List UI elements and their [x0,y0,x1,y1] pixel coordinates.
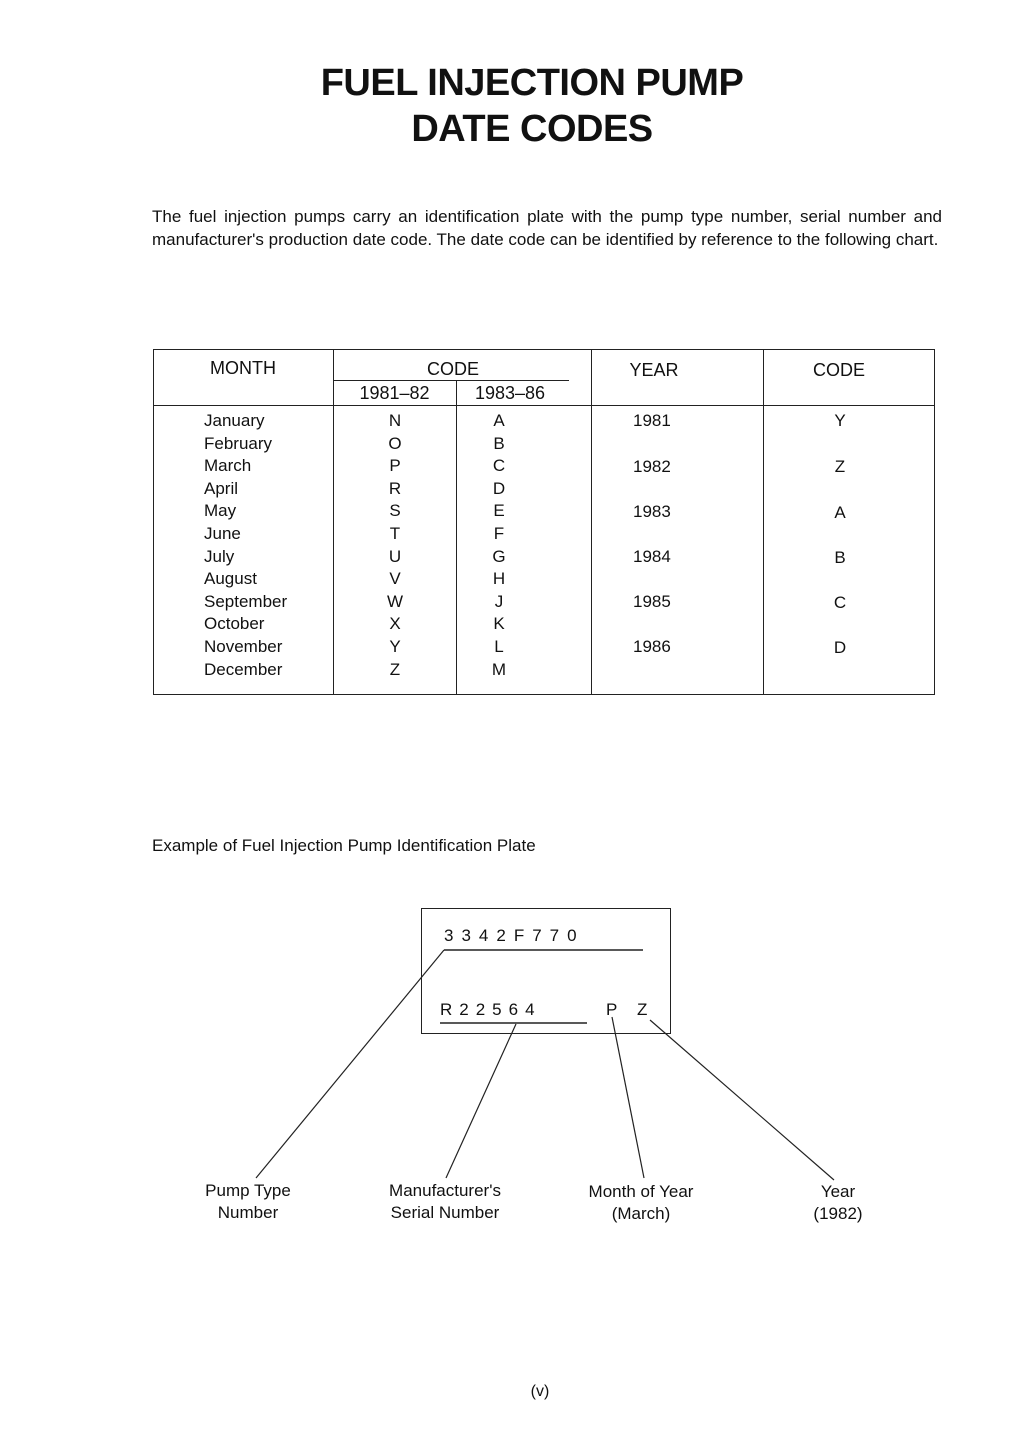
code-cell: O [388,433,402,453]
header-code-1981-82: 1981–82 [359,383,430,403]
year-cell: 1982 [633,457,671,476]
title-line-1: FUEL INJECTION PUMP [320,62,744,104]
header-code-1983-86: 1983–86 [474,383,546,403]
code-cell: Z [389,659,401,679]
callout-serial-line2: Serial Number [390,1203,500,1222]
callout-month-line1: Month of Year [588,1182,694,1201]
code-cell: C [492,456,506,476]
month-cell: April [204,478,239,498]
plate-serial-number: R22564 [440,1000,542,1019]
month-cell: March [204,456,252,476]
leader-month [612,1017,644,1178]
code-cell: U [388,546,402,566]
code-cell: W [386,591,404,611]
month-cell: October [204,614,265,634]
callout-pump-type [178,1180,318,1224]
code-cell: H [492,569,506,589]
plate-pump-type-number: 3342F770 [444,926,585,945]
header-year-code: CODE [812,360,865,380]
year-code-cell: Z [834,457,846,476]
code-cell: S [389,501,401,521]
code-cell: M [491,659,507,679]
callout-year-line1: Year [820,1182,856,1201]
year-code-cell: Y [834,411,846,430]
year-cell: 1985 [633,592,671,611]
header-code: CODE [426,359,479,379]
year-code-cell: C [833,593,847,612]
title-line-2: DATE CODES [411,108,653,150]
code-cell: A [493,411,505,430]
code-cell: R [388,478,402,498]
month-cell: February [204,433,273,453]
code-cell: K [493,614,505,634]
code-cell: X [389,614,401,634]
year-cell: 1984 [633,547,671,566]
month-cell: July [204,546,235,566]
year-cell: 1986 [633,637,671,656]
month-cell: September [204,591,288,611]
code-cell: J [494,591,504,611]
page-number: (v) [530,1383,550,1400]
code-cell: D [492,478,506,498]
year-cell: 1981 [633,411,671,430]
leader-year [650,1020,834,1180]
month-cell: August [204,569,257,589]
callout-serial [370,1180,520,1224]
code-cell: N [388,411,402,430]
intro-paragraph: The fuel injection pumps carry an identification plate with the pump type number, serial number and manufacturer's production date code. The date code can be identified by reference to the following chart. [152,207,942,249]
leader-pump-type [256,950,444,1178]
year-code-cell: D [833,638,847,657]
callout-serial-line1: Manufacturer's [389,1181,501,1200]
header-month: MONTH [210,358,276,378]
callout-pump-type-line2: Number [217,1203,279,1222]
callout-year [788,1181,888,1225]
code-cell: P [389,456,401,476]
month-cell: May [204,501,237,521]
year-code-cell: A [834,503,846,522]
code-cell: Y [389,636,401,656]
callout-pump-type-line1: Pump Type [205,1181,291,1200]
plate-year-code: Z [637,1000,656,1019]
example-caption: Example of Fuel Injection Pump Identification Plate [152,836,536,855]
callout-month [566,1181,716,1225]
code-cell: G [492,546,506,566]
plate-month-code: P [606,1000,626,1019]
code-cell: V [389,569,401,589]
callout-year-line2: (1982) [813,1204,863,1223]
year-code-cell: B [834,548,846,567]
code-cell: B [493,433,505,453]
month-cell: November [204,636,283,656]
code-cell: T [389,523,401,543]
leader-serial [446,1024,516,1178]
code-cell: F [493,523,505,543]
header-year: YEAR [629,360,679,380]
month-cell: December [204,659,283,679]
month-cell: June [204,523,241,543]
callout-month-line2: (March) [611,1204,671,1223]
code-cell: L [494,636,504,656]
year-cell: 1983 [633,502,671,521]
month-cell: January [204,411,265,430]
code-cell: E [493,501,505,521]
